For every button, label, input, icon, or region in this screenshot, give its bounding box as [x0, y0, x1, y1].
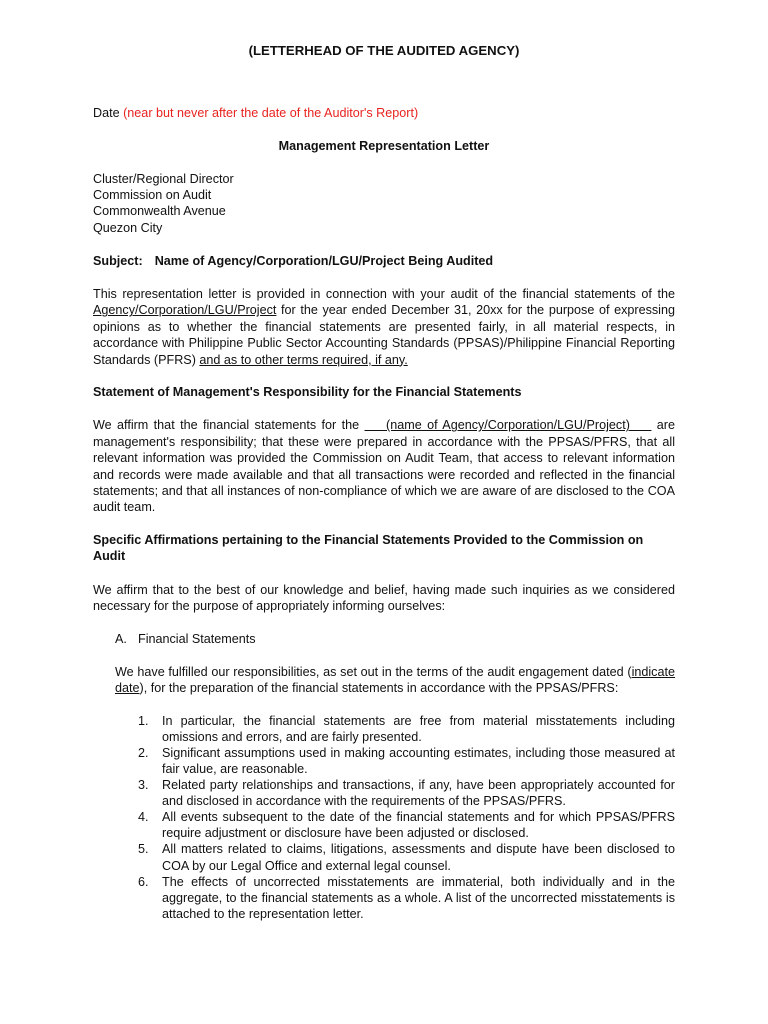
section-heading-responsibility: Statement of Management's Responsibility for the Financial Statements [93, 385, 522, 400]
list-number: 2. [138, 745, 149, 760]
list-item-text: Related party relationships and transactions, if any, have been appropriately accounted for and disclosed in accordance with the requirements of the PPSAS/PFRS. [162, 778, 675, 809]
list-item [138, 777, 675, 809]
subject-text: Name of Agency/Corporation/LGU/Project Being Audited [154, 253, 494, 268]
date-line [93, 105, 675, 121]
list-item-text: Significant assumptions used in making accounting estimates, including those measured at fair value, are reasonable. [162, 745, 675, 776]
list-item-text: In particular, the financial statements are free from material misstatements including omissions and errors, and are fairly presented. [162, 713, 675, 744]
list-number: 4. [138, 810, 149, 825]
list-item [138, 713, 675, 745]
intro-paragraph [93, 286, 675, 368]
responsibility-paragraph [93, 417, 675, 515]
list-item-text: The effects of uncorrected misstatements are immaterial, both individually and in the aggregate, to the financial statements as a whole. A list of the uncorrected misstatements is attached to the representation letter. [162, 874, 675, 921]
agency-placeholder: Agency/Corporation/LGU/Project [93, 303, 277, 318]
list-item-text: All matters related to claims, litigations, assessments and dispute have been disclosed to COA by our Legal Office and external legal counsel. [162, 842, 675, 873]
affirmations-list [93, 713, 675, 922]
date-label: Date [93, 106, 120, 121]
subject-label: Subject: [93, 253, 143, 268]
subsection-a-paragraph [115, 664, 675, 697]
list-item [138, 874, 675, 922]
addressee-block [93, 171, 675, 235]
responsibility-text: are management's responsibility; that these were prepared in accordance with the PPSAS/PFRS, that all relevant information was provided the Commission on Audit Team, that access to relevant information and records were made available and that all transactions were recorded and reflected in the financial statements; and that all instances of non-compliance of which we are aware of are disclosed to the COA audit team. [93, 418, 676, 515]
list-item-text: All events subsequent to the date of the financial statements and for which PPSAS/PFRS require adjustment or disclosure have been adjusted or disclosed. [162, 810, 675, 841]
date-note: (near but never after the date of the Auditor's Report) [123, 106, 419, 121]
other-terms: and as to other terms required, if any. [199, 352, 408, 367]
address-line: Cluster/Regional Director [93, 172, 234, 187]
subject-line [93, 253, 675, 269]
subsection-text: We have fulfilled our responsibilities, as set out in the terms of the audit engagement dated ( [115, 664, 632, 679]
agency-name-blank: (name of Agency/Corporation/LGU/Project) [364, 418, 652, 433]
intro-text: This representation letter is provided in connection with your audit of the financial statements of the [93, 287, 675, 301]
affirmations-paragraph: We affirm that to the best of our knowledge and belief, having made such inquiries as we considered necessary for the purpose of appropriately informing ourselves: [93, 582, 675, 614]
list-number: 6. [138, 874, 149, 889]
list-item [138, 745, 675, 777]
list-item [138, 809, 675, 841]
section-heading-affirmations: Specific Affirmations pertaining to the Financial Statements Provided to the Commission on Audit [93, 532, 644, 564]
subsection-letter: A. [115, 631, 127, 646]
subsection-a-heading [115, 631, 675, 647]
address-line: Quezon City [93, 220, 163, 235]
list-item [138, 841, 675, 873]
responsibility-text: We affirm that the financial statements for the [93, 418, 365, 433]
list-number: 1. [138, 713, 149, 728]
list-number: 3. [138, 778, 149, 793]
subsection-text: ), for the preparation of the financial statements in accordance with the PPSAS/PFRS: [139, 681, 619, 696]
intro-text: for the year ended December 31, 20xx for the purpose of expressing opinions as to whether the financial statements are presented fairly, in all material respects, in accordance with Philippine Public Sector Accounting Standards (PPSAS)/Philippine Financial Reporting Standards (PFRS) [93, 303, 675, 367]
address-line: Commission on Audit [93, 188, 212, 203]
letterhead: (LETTERHEAD OF THE AUDITED AGENCY) [248, 43, 520, 58]
letter-title: Management Representation Letter [278, 138, 490, 153]
list-number: 5. [138, 842, 149, 857]
date-placeholder: indicate date [115, 664, 675, 696]
address-line: Commonwealth Avenue [93, 204, 226, 219]
subsection-title: Financial Statements [138, 631, 256, 646]
